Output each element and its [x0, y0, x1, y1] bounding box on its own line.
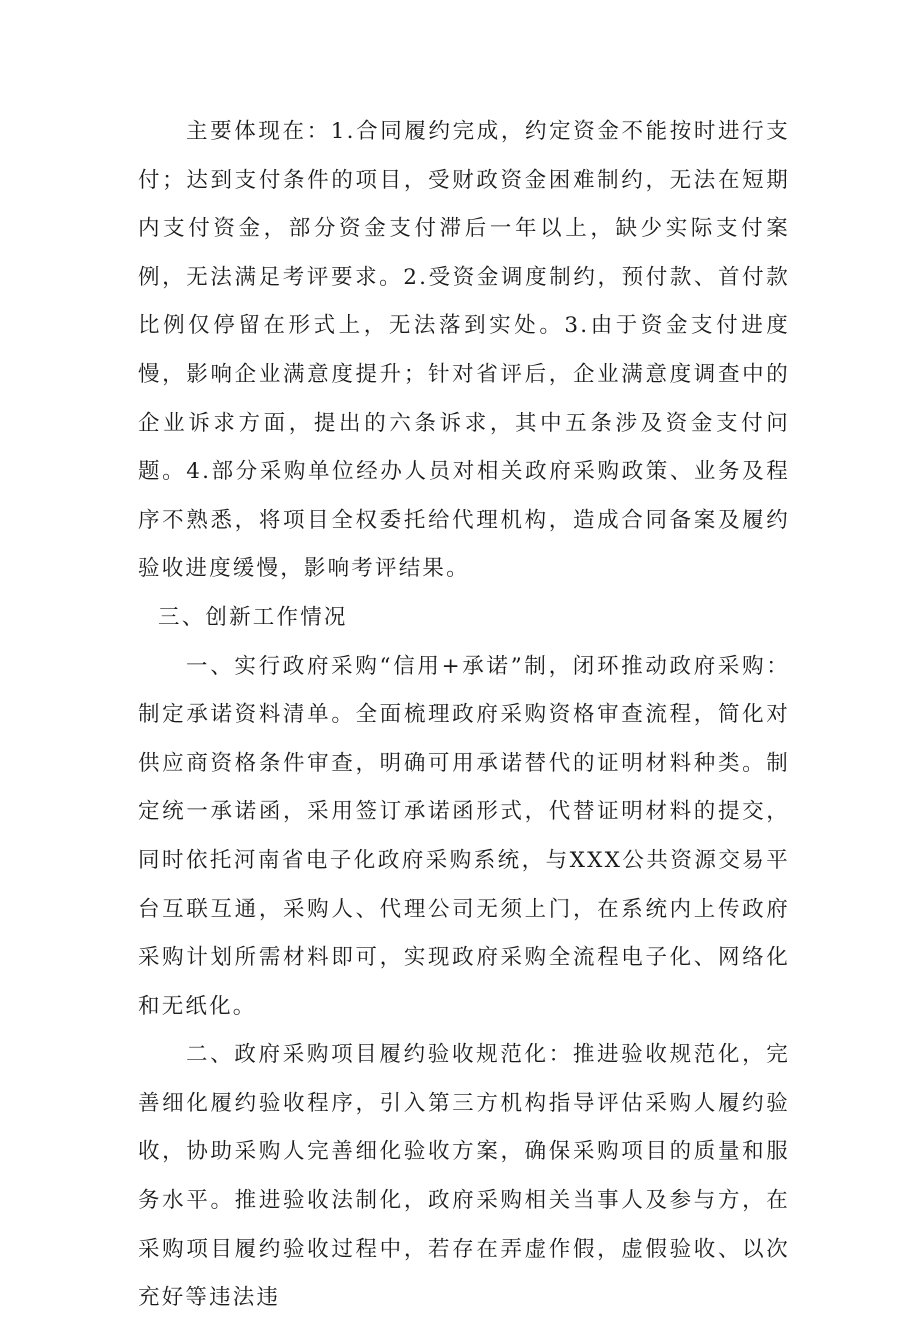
paragraph-credit-commitment: 一、实行政府采购“信用+承诺”制，闭环推动政府采购：制定承诺资料清单。全面梳理政府采购资格审查流程，简化对供应商资格条件审查，明确可用承诺替代的证明材料种类。制定统一承诺函，采用签订承诺函形式，代替证明材料的提交，同时依托河南省电子化政府采购系统，与XXX公共资源交易平台互联互通，采购人、代理公司无须上门，在系统内上传政府采购计划所需材料即可，实现政府采购全流程电子化、网络化和无纸化。 [138, 653, 790, 1019]
paragraph-main-issues: 主要体现在：1.合同履约完成，约定资金不能按时进行支付；达到支付条件的项目，受财政资金困难制约，无法在短期内支付资金，部分资金支付滞后一年以上，缺少实际支付案例，无法满足考评要求。2.受资金调度制约，预付款、首付款比例仅停留在形式上，无法落到实处。3.由于资金支付进度慢，影响企业满意度提升；针对省评后，企业满意度调查中的企业诉求方面，提出的六条诉求，其中五条涉及资金支付问题。4.部分采购单位经办人员对相关政府采购政策、业务及程序不熟悉，将项目全权委托给代理机构，造成合同备案及履约验收进度缓慢，影响考评结果。 [138, 119, 790, 582]
document-body [138, 108, 790, 1323]
section-heading-innovation: 三、创新工作情况 [158, 604, 348, 630]
paragraph-acceptance-standardization: 二、政府采购项目履约验收规范化：推进验收规范化，完善细化履约验收程序，引入第三方机构指导评估采购人履约验收，协助采购人完善细化验收方案，确保采购项目的质量和服务水平。推进验收法制化，政府采购相关当事人及参与方，在采购项目履约验收过程中，若存在弄虚作假，虚假验收、以次充好等违法违 [138, 1042, 790, 1311]
